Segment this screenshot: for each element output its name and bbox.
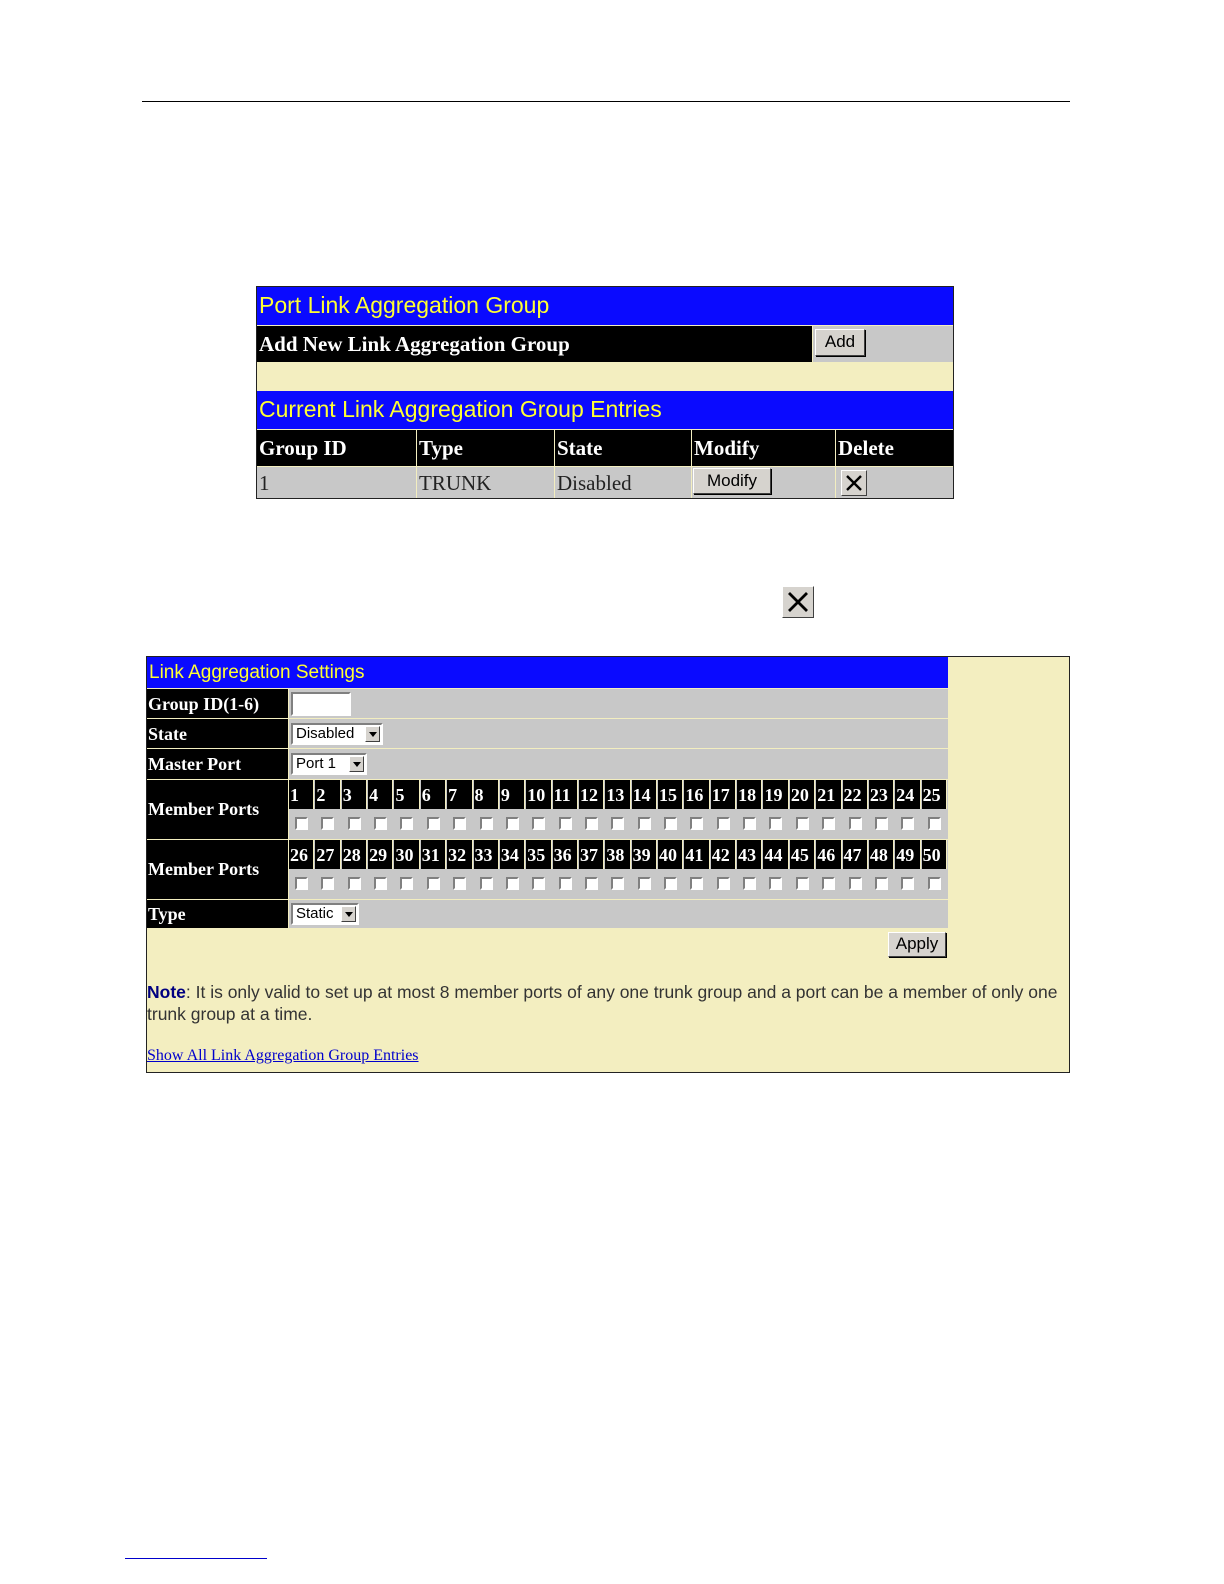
delete-icon[interactable] [841, 470, 867, 496]
port-column [474, 780, 500, 839]
apply-button[interactable]: Apply [888, 932, 946, 957]
port-number: 41 [684, 840, 709, 869]
port-column [421, 780, 447, 839]
port-column [394, 780, 420, 839]
port-checkbox[interactable] [690, 817, 703, 830]
member-ports-label: Member Ports [147, 780, 288, 839]
port-column [869, 780, 895, 839]
port-checkbox[interactable] [796, 817, 809, 830]
port-checkbox[interactable] [769, 817, 782, 830]
port-checkbox[interactable] [585, 877, 598, 890]
port-checkbox[interactable] [506, 877, 519, 890]
port-checkbox[interactable] [638, 817, 651, 830]
port-checkbox[interactable] [453, 877, 466, 890]
col-state: State [555, 430, 692, 466]
port-column [922, 780, 948, 839]
member-ports-row-1 [289, 780, 948, 839]
port-column [711, 780, 737, 839]
port-checkbox[interactable] [664, 817, 677, 830]
port-checkbox[interactable] [400, 877, 413, 890]
port-number: 43 [737, 840, 762, 869]
port-checkbox[interactable] [321, 877, 334, 890]
port-column [737, 840, 763, 899]
port-column [605, 780, 631, 839]
port-number: 2 [315, 780, 340, 809]
port-checkbox[interactable] [427, 817, 440, 830]
page-header-rule [142, 101, 1070, 102]
port-checkbox[interactable] [822, 817, 835, 830]
port-number: 9 [500, 780, 525, 809]
port-checkbox[interactable] [717, 817, 730, 830]
port-checkbox[interactable] [585, 817, 598, 830]
col-group-id: Group ID [257, 430, 417, 466]
port-number: 45 [790, 840, 815, 869]
port-column [843, 840, 869, 899]
member-ports-label: Member Ports [147, 840, 288, 899]
port-number: 24 [895, 780, 920, 809]
port-checkbox[interactable] [611, 877, 624, 890]
port-checkbox[interactable] [374, 877, 387, 890]
port-column [526, 840, 552, 899]
port-checkbox[interactable] [664, 877, 677, 890]
port-number: 28 [342, 840, 367, 869]
port-number: 5 [394, 780, 419, 809]
port-checkbox[interactable] [611, 817, 624, 830]
port-column [605, 840, 631, 899]
port-number: 36 [553, 840, 578, 869]
port-link-aggregation-panel [256, 286, 954, 499]
chevron-down-icon [349, 756, 364, 772]
port-column [632, 780, 658, 839]
port-column [500, 780, 526, 839]
port-number: 31 [421, 840, 446, 869]
master-port-value: Port 1 [296, 755, 337, 772]
port-number: 8 [474, 780, 499, 809]
port-column [684, 780, 710, 839]
member-ports-row-2 [289, 840, 948, 899]
table-row [257, 467, 953, 498]
port-number: 16 [684, 780, 709, 809]
port-column [315, 840, 341, 899]
port-column [579, 840, 605, 899]
port-column [368, 780, 394, 839]
port-number: 18 [737, 780, 762, 809]
port-checkbox[interactable] [769, 877, 782, 890]
port-number: 42 [711, 840, 736, 869]
note-label: Note [147, 982, 186, 1002]
port-checkbox[interactable] [849, 817, 862, 830]
port-number: 40 [658, 840, 683, 869]
port-number: 33 [474, 840, 499, 869]
port-number: 4 [368, 780, 393, 809]
state-select[interactable] [291, 723, 383, 745]
port-checkbox[interactable] [400, 817, 413, 830]
port-column [500, 840, 526, 899]
port-number: 20 [790, 780, 815, 809]
port-number: 38 [605, 840, 630, 869]
type-value: Static [296, 905, 334, 922]
port-column [658, 780, 684, 839]
port-number: 14 [632, 780, 657, 809]
add-group-label: Add New Link Aggregation Group [257, 326, 813, 362]
group-id-label: Group ID(1-6) [147, 689, 288, 718]
col-modify: Modify [692, 430, 836, 466]
port-number: 49 [895, 840, 920, 869]
port-column [474, 840, 500, 899]
cell-type: TRUNK [417, 467, 555, 498]
port-number: 10 [526, 780, 551, 809]
modify-button[interactable]: Modify [693, 468, 771, 494]
port-column [763, 840, 789, 899]
entries-header-row [257, 430, 953, 466]
port-column [526, 780, 552, 839]
port-column [816, 780, 842, 839]
port-checkbox[interactable] [559, 817, 572, 830]
note-body: : It is only valid to set up at most 8 member ports of any one trunk group and a port can be a member of only one trunk group at a time. [147, 982, 1058, 1024]
master-port-select[interactable] [291, 753, 367, 775]
port-number: 47 [843, 840, 868, 869]
port-checkbox[interactable] [690, 877, 703, 890]
cell-state: Disabled [555, 467, 692, 498]
port-number: 30 [394, 840, 419, 869]
note-text [147, 981, 1069, 1025]
port-checkbox[interactable] [453, 817, 466, 830]
port-column [421, 840, 447, 899]
port-column [342, 840, 368, 899]
port-column [737, 780, 763, 839]
port-column [711, 840, 737, 899]
chevron-down-icon [341, 906, 356, 922]
port-number: 1 [289, 780, 314, 809]
port-number: 50 [922, 840, 947, 869]
port-column [447, 780, 473, 839]
port-checkbox[interactable] [717, 877, 730, 890]
port-checkbox[interactable] [480, 877, 493, 890]
port-checkbox[interactable] [928, 817, 941, 830]
port-number: 22 [843, 780, 868, 809]
port-column [368, 840, 394, 899]
port-number: 12 [579, 780, 604, 809]
port-checkbox[interactable] [532, 817, 545, 830]
port-checkbox[interactable] [480, 817, 493, 830]
port-checkbox[interactable] [321, 817, 334, 830]
type-label: Type [147, 900, 288, 928]
port-column [790, 780, 816, 839]
port-checkbox[interactable] [849, 877, 862, 890]
port-number: 32 [447, 840, 472, 869]
port-column [289, 840, 315, 899]
group-id-input[interactable] [291, 692, 351, 716]
chevron-down-icon [365, 726, 380, 742]
port-checkbox[interactable] [743, 877, 756, 890]
col-delete: Delete [836, 430, 953, 466]
port-checkbox[interactable] [875, 817, 888, 830]
state-value: Disabled [296, 725, 355, 742]
port-number: 27 [315, 840, 340, 869]
port-column [289, 780, 315, 839]
port-checkbox[interactable] [875, 877, 888, 890]
port-number: 48 [869, 840, 894, 869]
port-checkbox[interactable] [348, 877, 361, 890]
type-select[interactable] [291, 903, 359, 925]
port-number: 11 [553, 780, 578, 809]
port-column [579, 780, 605, 839]
port-number: 39 [632, 840, 657, 869]
port-column [843, 780, 869, 839]
port-number: 3 [342, 780, 367, 809]
port-column [922, 840, 948, 899]
port-number: 34 [500, 840, 525, 869]
port-number: 29 [368, 840, 393, 869]
port-number: 26 [289, 840, 314, 869]
port-checkbox[interactable] [901, 877, 914, 890]
port-column [790, 840, 816, 899]
port-column [342, 780, 368, 839]
port-column [632, 840, 658, 899]
port-checkbox[interactable] [638, 877, 651, 890]
port-column [553, 840, 579, 899]
port-checkbox[interactable] [796, 877, 809, 890]
add-group-row [257, 326, 953, 362]
port-column [895, 840, 921, 899]
port-checkbox[interactable] [928, 877, 941, 890]
port-number: 13 [605, 780, 630, 809]
port-number: 46 [816, 840, 841, 869]
link-aggregation-settings-panel [146, 656, 1070, 1073]
footer-rule [125, 1558, 267, 1559]
port-column [447, 840, 473, 899]
show-all-entries-link[interactable]: Show All Link Aggregation Group Entries [147, 1047, 419, 1064]
port-column [869, 840, 895, 899]
port-number: 35 [526, 840, 551, 869]
port-checkbox[interactable] [532, 877, 545, 890]
port-number: 19 [763, 780, 788, 809]
port-column [394, 840, 420, 899]
port-checkbox[interactable] [295, 817, 308, 830]
panel-title: Port Link Aggregation Group [257, 287, 953, 325]
port-column [895, 780, 921, 839]
port-checkbox[interactable] [506, 817, 519, 830]
cell-group-id: 1 [257, 467, 417, 498]
settings-title: Link Aggregation Settings [147, 657, 948, 688]
port-column [684, 840, 710, 899]
port-number: 21 [816, 780, 841, 809]
port-checkbox[interactable] [427, 877, 440, 890]
port-checkbox[interactable] [348, 817, 361, 830]
port-checkbox[interactable] [559, 877, 572, 890]
port-checkbox[interactable] [743, 817, 756, 830]
port-number: 15 [658, 780, 683, 809]
port-number: 7 [447, 780, 472, 809]
delete-icon [782, 586, 814, 618]
add-button[interactable]: Add [815, 329, 865, 356]
port-column [553, 780, 579, 839]
port-number: 44 [763, 840, 788, 869]
port-number: 25 [922, 780, 947, 809]
port-number: 37 [579, 840, 604, 869]
port-column [816, 840, 842, 899]
col-type: Type [417, 430, 555, 466]
port-number: 6 [421, 780, 446, 809]
port-column [658, 840, 684, 899]
port-checkbox[interactable] [901, 817, 914, 830]
port-checkbox[interactable] [822, 877, 835, 890]
port-column [315, 780, 341, 839]
port-number: 17 [711, 780, 736, 809]
entries-title: Current Link Aggregation Group Entries [257, 391, 953, 429]
port-checkbox[interactable] [295, 877, 308, 890]
port-number: 23 [869, 780, 894, 809]
port-checkbox[interactable] [374, 817, 387, 830]
state-label: State [147, 719, 288, 748]
port-column [763, 780, 789, 839]
master-port-label: Master Port [147, 749, 288, 779]
